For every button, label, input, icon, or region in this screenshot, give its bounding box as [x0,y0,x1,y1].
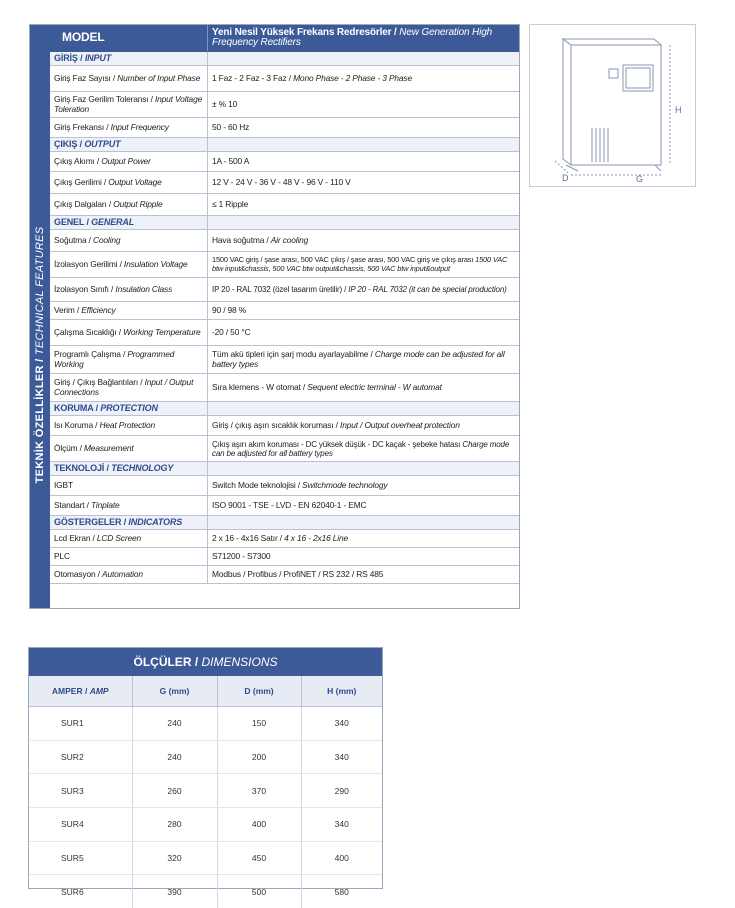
value-en: Charge mode can be adjusted for all battery types [212,348,505,369]
value-tr: 50 - 60 Hz [212,121,250,132]
label-en: Output Voltage [108,176,162,187]
row-label [50,66,208,92]
label-tr: İzolasyon Gerilimi / [54,258,124,269]
depth-dimension-line [555,161,568,173]
label-tr: Çıkış Gerilimi / [54,176,109,187]
label-tr: PLC [54,550,70,561]
g-value: 260 [132,774,217,808]
row-label [50,92,208,118]
table-row [29,841,382,875]
section-title-input [50,52,208,66]
section-en: GENERAL [91,216,135,227]
section-en: INPUT [84,52,112,63]
table-row [29,707,382,741]
row-label [50,416,208,436]
label-tr: Çalışma Sıcaklığı / [54,326,124,337]
table-row [29,740,382,774]
model-name: SUR5 [29,841,132,875]
value-tr: -20 / 50 °C [212,326,251,337]
h-value: 340 [301,808,382,842]
model-name: SUR1 [29,707,132,741]
cabinet-dimension-drawing [529,24,696,187]
table-row [50,172,519,194]
value-en: 1500 VAC btw input&chassis, 500 VAC btw output&chassis, 500 VAC btw input&output [212,254,508,273]
section-title-general [50,216,208,230]
table-row [50,530,519,548]
table-row [50,346,519,374]
row-label [50,374,208,402]
section-fill [208,138,520,152]
label-tr: Soğutma / [54,234,94,245]
row-value [208,194,520,216]
d-value: 200 [217,740,301,774]
table-header-row [50,25,519,52]
model-title-en: New Generation High Frequency Rectifiers [212,27,493,48]
model-name: SUR2 [29,740,132,774]
value-en: Sequent electric terminal - W automat [307,381,442,392]
label-tr: IGBT [54,479,73,490]
model-name: SUR6 [61,886,84,897]
table-row [50,436,519,462]
section-row-general [50,216,519,230]
g-value: 240 [132,740,217,774]
value-tr: IP 20 - RAL 7032 (özel tasarım üretilir) / [212,285,349,294]
technical-features-panel [29,24,520,609]
table-row [50,230,519,252]
value-tr: Tüm akü tipleri için şarj modu ayarlayabilme / [212,348,375,359]
side-label-en: TECHNICAL FEATURES [34,226,46,356]
label-en: Efficiency [81,304,116,315]
section-tr: KORUMA / [54,402,101,413]
value-tr: 90 / 98 % [212,304,247,315]
value-tr: Switch Mode teknolojisi / [212,479,303,490]
row-value [208,278,520,302]
row-value [208,374,520,402]
g-column-header: G (mm) [132,676,217,707]
section-tr: GENEL / [54,216,92,227]
label-tr: Ölçüm / [54,442,84,453]
cabinet-top [563,39,661,45]
row-value [208,230,520,252]
amp-header-tr: AMPER / [51,686,90,696]
row-label [50,172,208,194]
technical-features-table [50,25,519,584]
section-tr: GİRİŞ / [54,52,85,63]
dimensions-title-tr: ÖLÇÜLER / [133,655,202,669]
row-value [208,252,520,278]
row-value [208,152,520,172]
row-value [208,416,520,436]
table-row [50,416,519,436]
dimensions-title-en: DIMENSIONS [201,655,278,669]
d-value: 400 [217,808,301,842]
row-value [208,496,520,516]
height-label: H [675,105,682,115]
section-row-protection [50,402,519,416]
cabinet-side [563,39,571,165]
section-en: OUTPUT [84,138,121,149]
value-tr: ≤ 1 Ripple [212,198,249,209]
label-en: Cooling [93,234,121,245]
d-value: 500 [217,875,301,908]
label-en: Insulation Class [115,283,173,294]
h-value: 290 [301,774,382,808]
row-value [208,92,520,118]
cabinet-front [571,45,661,165]
dimensions-panel [28,647,383,897]
label-tr: Giriş Faz Gerilim Toleransı / [54,93,155,104]
section-fill [208,516,520,530]
label-tr: Standart / [54,499,91,510]
d-value: 150 [217,707,301,741]
section-fill [208,216,520,230]
table-row [29,808,382,842]
h-value: 400 [301,841,382,875]
value-en: Input / Output overheat protection [340,419,460,430]
g-value: 280 [132,808,217,842]
value-tr: 1500 VAC giriş / şase arası, 500 VAC çıkış / şase arası, 500 VAC giriş ve çıkış arası [212,254,476,264]
cabinet-foot [655,165,661,171]
value-en: 4 x 16 - 2x16 Line [284,532,349,543]
label-en: Input Voltage Toleration [54,93,203,114]
cabinet-foot [566,165,578,171]
label-en: Insulation Voltage [123,258,188,269]
label-en: Output Ripple [113,198,163,209]
section-title-output [50,138,208,152]
value-tr: ± % 10 [212,98,238,109]
section-fill [208,462,520,476]
table-row [50,118,519,138]
h-value: 580 [301,875,382,908]
row-label [50,278,208,302]
d-column-header: D (mm) [217,676,301,707]
model-name: SUR3 [29,774,132,808]
value-tr: Modbus / Profibus / ProfiNET / RS 232 / RS 485 [212,568,384,579]
row-label [50,230,208,252]
label-en: LCD Screen [96,532,142,543]
table-row [50,548,519,566]
label-tr: Giriş / Çıkış Bağlantıları / [54,376,145,387]
label-tr: Giriş Frekansı / [54,121,111,132]
label-tr: Çıkış Dalgaları / [54,198,114,209]
row-value [208,346,520,374]
section-fill [208,52,520,66]
value-tr: 1 Faz - 2 Faz - 3 Faz / [212,72,294,83]
label-en: Programmed Working [54,348,175,369]
row-label [50,152,208,172]
label-en: Input / Output Connections [54,376,194,397]
dimensions-table [29,676,382,908]
label-tr: Çıkış Akımı / [54,155,102,166]
table-row [50,66,519,92]
cabinet-button [609,69,618,78]
amp-header-en: AMP [89,686,109,696]
table-row [50,92,519,118]
label-en: Working Temperature [123,326,201,337]
technical-features-side-label [34,227,46,484]
label-en: Output Power [101,155,151,166]
d-value: 450 [217,841,301,875]
table-row [50,278,519,302]
table-row [50,302,519,320]
value-tr: ISO 9001 - TSE - LVD - EN 62040-1 - EMC [212,499,367,510]
label-tr: Lcd Ekran / [54,532,97,543]
table-row [50,320,519,346]
depth-label: D [562,173,569,183]
row-value [208,172,520,194]
model-header: MODEL [50,25,208,52]
value-en: Air cooling [270,234,309,245]
cabinet-screen-inner [626,68,650,88]
label-en: Input Frequency [110,121,169,132]
label-tr: Isı Koruma / [54,419,100,430]
row-label [50,530,208,548]
row-label [50,302,208,320]
section-title-indicators [50,516,208,530]
table-row [29,774,382,808]
table-row [29,875,382,908]
row-value [208,320,520,346]
cabinet-outline-svg [530,25,695,186]
value-tr: 2 x 16 - 4x16 Satır / [212,532,285,543]
section-en: TECHNOLOGY [111,462,174,473]
row-label [50,118,208,138]
value-tr: Çıkış aşırı akım koruması - DC yüksek düşük - DC kaçak - şebeke hatası [212,439,463,449]
section-title-technology [50,462,208,476]
h-value: 340 [301,740,382,774]
model-title-tr: Yeni Nesil Yüksek Frekans Redresörler / [212,27,400,38]
section-title-protection [50,402,208,416]
label-tr: İzolasyon Sınıfı / [54,283,116,294]
row-value [208,66,520,92]
label-en: Automation [102,568,143,579]
h-value: 340 [301,707,382,741]
row-value [208,530,520,548]
dimensions-title [29,648,382,676]
h-column-header: H (mm) [301,676,382,707]
amp-column-header [29,676,132,707]
label-tr: Programlı Çalışma / [54,348,128,359]
label-tr: Verim / [54,304,82,315]
row-value [208,118,520,138]
section-row-output [50,138,519,152]
row-label [50,252,208,278]
row-value [208,436,520,462]
value-tr: 12 V - 24 V - 36 V - 48 V - 96 V - 110 V [212,176,351,187]
table-row [50,566,519,584]
row-label [50,548,208,566]
table-row [50,252,519,278]
g-value: 240 [132,707,217,741]
row-value [208,302,520,320]
value-tr: Sıra klemens - W otomat / [212,381,308,392]
table-row [50,194,519,216]
cabinet-screen [623,65,653,91]
row-label [50,476,208,496]
technical-features-side-bar [30,25,50,608]
section-tr: TEKNOLOJİ / [54,462,112,473]
width-label: G [636,174,644,184]
label-en: Number of Input Phase [117,72,201,83]
value-tr: Giriş / çıkış aşırı sıcaklık koruması / [212,419,341,430]
table-row [50,374,519,402]
value-tr: Hava soğutma / [212,234,271,245]
value-en: Charge mode can be adjusted for all battery types [212,439,510,458]
section-fill [208,402,520,416]
row-label [50,194,208,216]
row-label [50,566,208,584]
label-tr: Otomasyon / [54,568,103,579]
label-en: Measurement [83,442,134,453]
table-row [50,496,519,516]
row-label [50,496,208,516]
label-en: Tinplate [91,499,120,510]
value-tr: S71200 - S7300 [212,550,271,561]
row-value [208,548,520,566]
label-en: Heat Protection [99,419,156,430]
row-label [50,320,208,346]
d-value: 370 [217,774,301,808]
g-value: 390 [132,875,217,908]
dimensions-header-row [29,676,382,707]
section-en: INDICATORS [128,516,183,527]
row-label [50,346,208,374]
table-row [50,476,519,496]
section-row-technology [50,462,519,476]
value-en: Mono Phase - 2 Phase - 3 Phase [293,72,412,83]
value-tr: 1A - 500 A [212,155,250,166]
row-label [50,436,208,462]
model-title [208,25,520,52]
row-value [208,476,520,496]
table-row [50,152,519,172]
side-label-tr: TEKNİK ÖZELLİKLER / [34,355,46,484]
section-en: PROTECTION [100,402,158,413]
section-row-indicators [50,516,519,530]
section-tr: GÖSTERGELER / [54,516,129,527]
row-value [208,566,520,584]
model-name: SUR4 [29,808,132,842]
label-tr: Giriş Faz Sayısı / [54,72,118,83]
value-en: Switchmode technology [302,479,388,490]
section-tr: ÇIKIŞ / [54,138,85,149]
section-row-input [50,52,519,66]
value-en: IP 20 - RAL 7032 (it can be special production) [348,285,507,294]
g-value: 320 [132,841,217,875]
